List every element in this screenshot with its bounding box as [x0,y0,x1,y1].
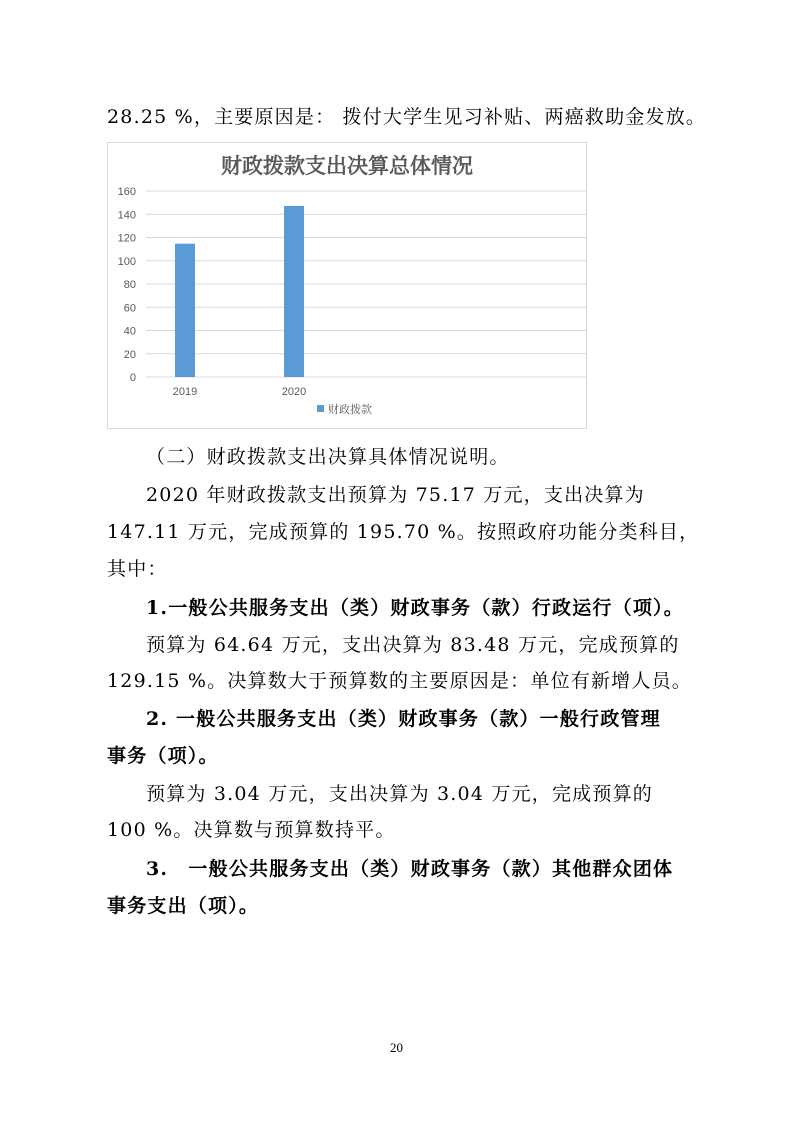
y-tick-label: 80 [123,279,136,291]
item-heading: 1.一般公共服务支出（类）财政事务（款）行政运行（项）。 [146,597,684,619]
x-tick-label: 2019 [172,386,198,398]
legend-swatch [317,405,324,412]
legend-label: 财政拨款 [328,403,372,416]
page-number: 20 [390,1040,403,1055]
paragraph-text: 147.11 万元，完成预算的 195.70 %。按照政府功能分类科目， [107,521,700,543]
chart-container [107,142,587,429]
y-tick-label: 140 [117,209,136,222]
paragraph-text: 预算为 3.04 万元，支出决算为 3.04 万元，完成预算的 [146,783,653,805]
bar-chart [108,143,586,428]
y-tick-label: 160 [117,186,136,198]
item-heading: 事务支出（项）。 [107,895,260,917]
bar-2019 [175,244,195,377]
paragraph-text: 其中： [107,558,168,580]
y-tick-label: 100 [117,255,136,268]
paragraph-text: 2020 年财政拨款支出预算为 75.17 万元，支出决算为 [146,484,645,506]
item-heading: 2. 一般公共服务支出（类）财政事务（款）一般行政管理 [146,708,661,730]
item-heading: 3. 一般公共服务支出（类）财政事务（款）其他群众团体 [146,858,674,880]
y-tick-label: 40 [123,325,136,338]
item-heading: 事务（项）。 [107,745,219,767]
paragraph-text: 100 %。决算数与预算数持平。 [107,819,396,841]
x-tick-label: 2020 [281,386,307,398]
y-tick-label: 0 [129,372,136,384]
paragraph-text: 129.15 %。决算数大于预算数的主要原因是：单位有新增人员。 [107,670,692,692]
paragraph-text: 28.25 %，主要原因是： 拨付大学生见习补贴、两癌救助金发放。 [107,106,707,128]
chart-title: 财政拨款支出决算总体情况 [221,154,473,178]
y-tick-label: 60 [123,302,136,315]
paragraph-text: 预算为 64.64 万元，支出决算为 83.48 万元，完成预算的 [146,634,680,656]
y-tick-label: 120 [117,232,136,245]
y-tick-label: 20 [123,348,136,361]
section-heading: （二）财政拨款支出决算具体情况说明。 [146,446,510,468]
bar-2020 [284,206,304,377]
